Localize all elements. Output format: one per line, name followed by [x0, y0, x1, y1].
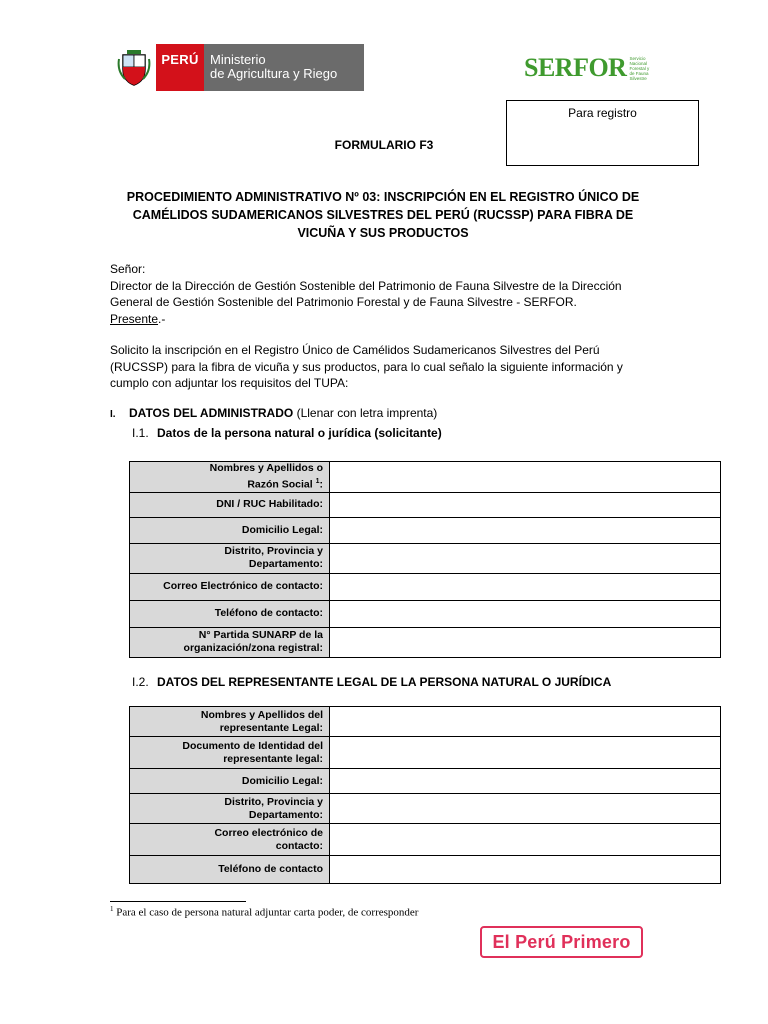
sunarp-field[interactable]: [330, 627, 721, 657]
subsection-1-2-heading: [132, 675, 611, 689]
field-label: Documento de Identidad del representante legal:: [130, 737, 330, 769]
dni-ruc-field[interactable]: [330, 492, 721, 517]
subsection-1-2-number: I.2.: [132, 675, 149, 689]
field-label: Correo electrónico de contacto:: [130, 824, 330, 856]
table-row: [130, 856, 721, 884]
serfor-word: SERFOR: [524, 53, 627, 82]
field-label: Nombres y Apellidos del representante Legal:: [130, 707, 330, 737]
field-label: N° Partida SUNARP de la organización/zona registral:: [130, 627, 330, 657]
table-row: [130, 492, 721, 517]
rep-district-field[interactable]: [330, 794, 721, 824]
field-label: Domicilio Legal:: [130, 517, 330, 543]
section-1-number: I.: [110, 409, 116, 420]
subsection-1-2-title: DATOS DEL REPRESENTANTE LEGAL DE LA PERSONA NATURAL O JURÍDICA: [157, 675, 612, 689]
presente: Presente: [110, 311, 159, 326]
salutation: Señor:: [110, 262, 146, 276]
minagri-logo: [112, 44, 364, 91]
phone-field[interactable]: [330, 600, 721, 627]
addressee: Director de la Dirección de Gestión Sostenible del Patrimonio de Fauna Silvestre de la Dirección General de Gestión Sostenible del Patrimonio Forestal y de Fauna Silvestre - SERFOR.: [110, 278, 622, 309]
table-row: [130, 627, 721, 657]
rep-id-field[interactable]: [330, 737, 721, 769]
email-field[interactable]: [330, 573, 721, 600]
table-row: [130, 769, 721, 794]
district-field[interactable]: [330, 543, 721, 573]
field-label: Teléfono de contacto:: [130, 600, 330, 627]
rep-domicile-field[interactable]: [330, 769, 721, 794]
domicile-field[interactable]: [330, 517, 721, 543]
applicant-table: [129, 461, 721, 658]
table-row: [130, 794, 721, 824]
el-peru-primero-logo: El Perú Primero: [480, 926, 643, 958]
procedure-title: PROCEDIMIENTO ADMINISTRATIVO Nº 03: INSCRIPCIÓN EN EL REGISTRO ÚNICO DE CAMÉLIDOS SUDAMERICANOS SILVESTRES DEL PERÚ (RUCSSP) PARA FIBRA DE VICUÑA Y SUS PRODUCTOS: [126, 190, 640, 240]
field-label: Distrito, Provincia y Departamento:: [130, 543, 330, 573]
subsection-1-1-heading: [132, 426, 442, 440]
serfor-subtitle: Servicio Nacional Forestal y de Fauna Silvestre: [629, 55, 650, 81]
field-label: Distrito, Provincia y Departamento:: [130, 794, 330, 824]
serfor-logo: [524, 52, 664, 84]
field-label: Correo Electrónico de contacto:: [130, 573, 330, 600]
field-label: Domicilio Legal:: [130, 769, 330, 794]
field-label: Teléfono de contacto: [130, 856, 330, 884]
subsection-1-1-title: Datos de la persona natural o jurídica (solicitante): [157, 426, 442, 440]
ministry-line1: Ministerio: [210, 52, 266, 67]
footnote-text: Para el caso de persona natural adjuntar carta poder, de corresponder: [113, 906, 419, 919]
registration-box: Para registro: [506, 100, 699, 166]
rep-email-field[interactable]: [330, 824, 721, 856]
presente-suffix: .-: [158, 311, 166, 326]
table-row: [130, 824, 721, 856]
form-title: FORMULARIO F3: [334, 138, 434, 152]
section-1-note: (Llenar con letra imprenta): [293, 406, 438, 420]
footnote-marker: 1: [110, 905, 114, 913]
field-label: DNI / RUC Habilitado:: [130, 492, 330, 517]
table-row: [130, 573, 721, 600]
rep-name-field[interactable]: [330, 707, 721, 737]
request-paragraph: Solicito la inscripción en el Registro Único de Camélidos Sudamericanos Silvestres del Perú (RUCSSP) para la fibra de vicuña y sus productos, para lo cual señalo la siguiente información y cumplo con adjuntar los requisitos del TUPA:: [110, 343, 623, 390]
footnote-divider: [110, 901, 246, 902]
section-1-title: DATOS DEL ADMINISTRADO: [129, 406, 294, 420]
subsection-1-1-number: I.1.: [132, 426, 149, 440]
table-row: [130, 543, 721, 573]
table-row: [130, 707, 721, 737]
table-row: [130, 462, 721, 493]
field-label: Nombres y Apellidos o Razón Social $^1$:: [130, 462, 330, 493]
section-1-heading: [110, 406, 437, 420]
peru-label: PERÚ: [156, 44, 204, 91]
table-row: [130, 600, 721, 627]
coat-of-arms-icon: [112, 44, 156, 91]
name-field[interactable]: [330, 462, 721, 493]
ministry-name: [204, 44, 364, 91]
footnote: [110, 905, 418, 919]
table-row: [130, 737, 721, 769]
ministry-line2: de Agricultura y Riego: [210, 66, 338, 81]
presente-line: [110, 311, 660, 328]
rep-phone-field[interactable]: [330, 856, 721, 884]
legal-representative-table: [129, 706, 721, 884]
table-row: [130, 517, 721, 543]
letter-header: [110, 261, 660, 327]
